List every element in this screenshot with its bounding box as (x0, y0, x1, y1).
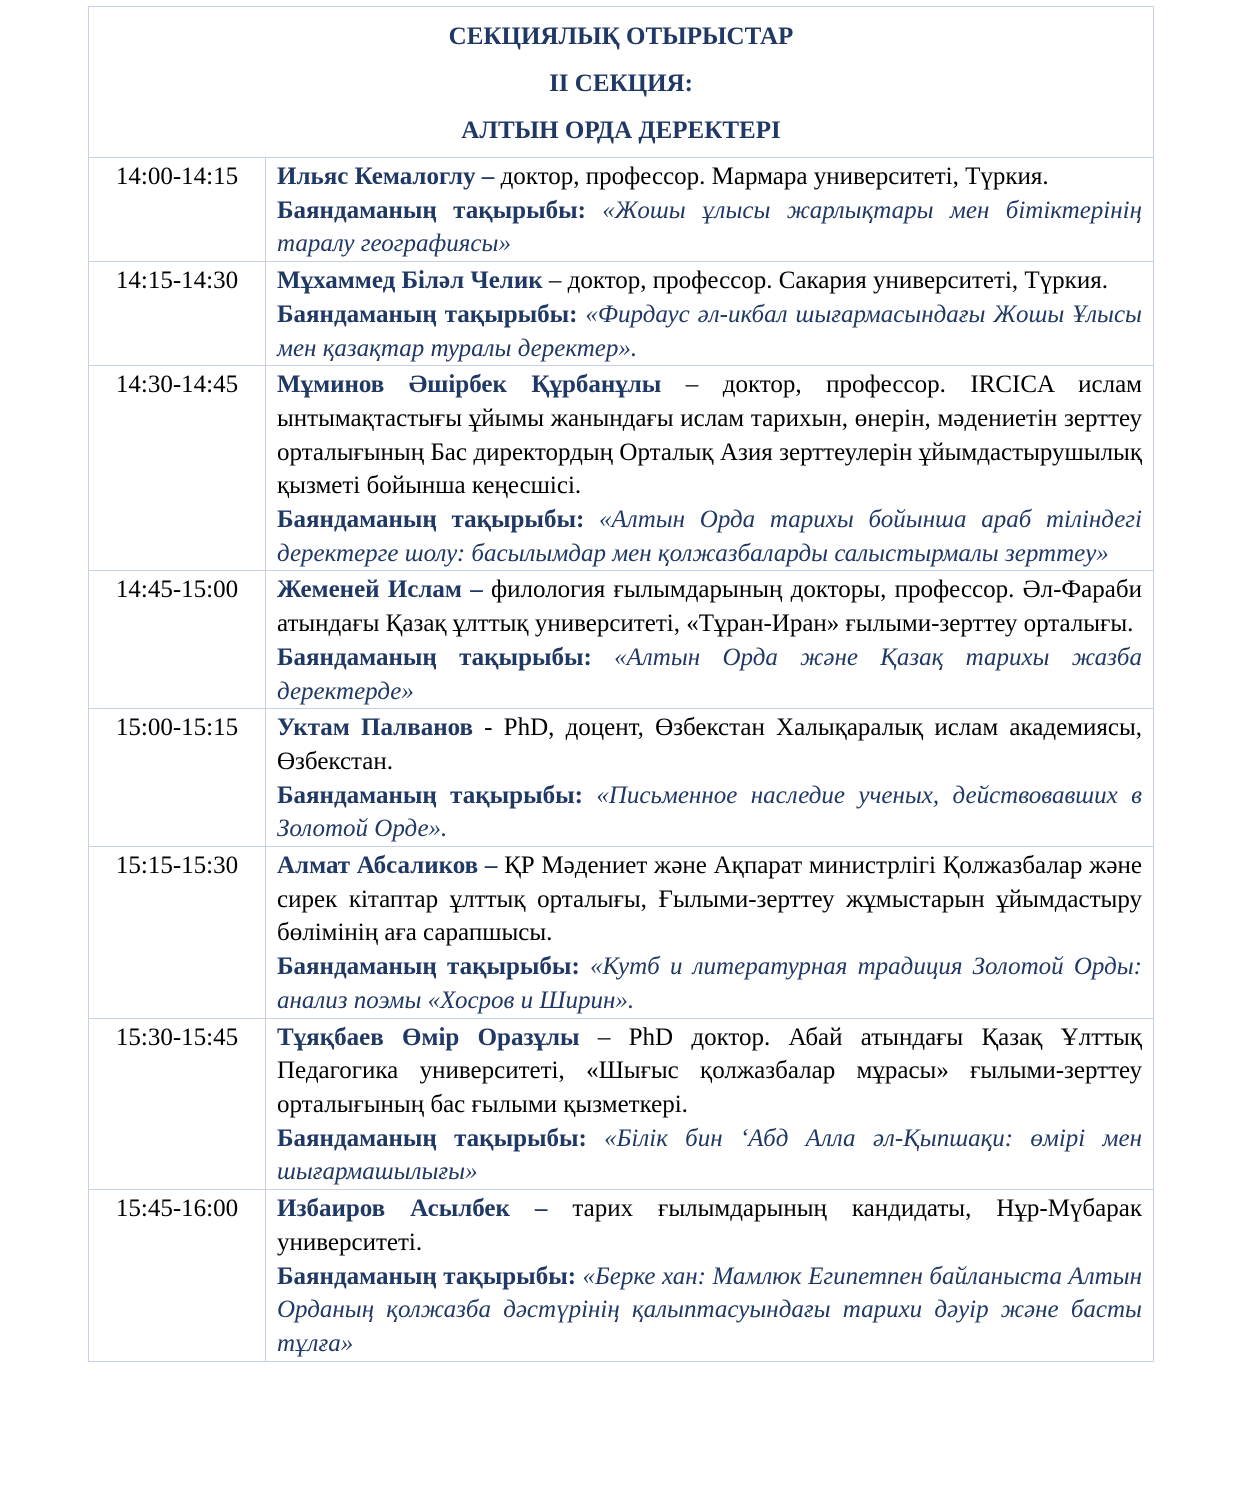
session-time: 14:00-14:15 (89, 158, 266, 262)
session-details-cell (266, 709, 1154, 847)
session-details-cell (266, 847, 1154, 1019)
topic-label: Баяндаманың тақырыбы: (277, 781, 583, 809)
session-row (89, 847, 1154, 1019)
session-details-cell (266, 1018, 1154, 1190)
speaker-line (277, 711, 1142, 778)
speaker-affiliation: тарих ғылымдарының кандидаты, Нұр-Мүбарак университеті. (277, 1195, 1142, 1256)
topic-title: «Берке хан: Мамлюк Египетпен байланыста Алтын Орданың қолжазба дәстүрінің қалыптасуындағы тарихи дәуір және басты тұлға» (277, 1262, 1142, 1357)
topic-label: Баяндаманың тақырыбы: (277, 506, 585, 534)
speaker-name: Жеменей Ислам – (277, 576, 483, 604)
topic-line (277, 1260, 1142, 1361)
session-row (89, 158, 1154, 262)
topic-title: «Білік бин ‘Абд Алла әл-Қыпшақи: өмірі мен шығармашылығы» (277, 1124, 1142, 1186)
topic-line (277, 194, 1142, 261)
topic-label: Баяндаманың тақырыбы: (277, 300, 578, 328)
session-details-cell (266, 1190, 1154, 1362)
speaker-affiliation: – доктор, профессор. Сакария университеті, Түркия. (542, 267, 1108, 295)
session-time: 15:00-15:15 (89, 709, 266, 847)
schedule-body (89, 7, 1154, 1362)
header-section-name: АЛТЫН ОРДА ДЕРЕКТЕРІ (461, 117, 781, 144)
session-time: 14:15-14:30 (89, 262, 266, 366)
session-details-cell (266, 366, 1154, 571)
session-row (89, 571, 1154, 709)
topic-line (277, 1122, 1142, 1189)
session-row (89, 262, 1154, 366)
topic-label: Баяндаманың тақырыбы: (277, 196, 586, 224)
topic-line (277, 641, 1142, 708)
session-details-cell (266, 571, 1154, 709)
session-time: 15:45-16:00 (89, 1190, 266, 1362)
session-time: 15:15-15:30 (89, 847, 266, 1019)
session-time: 15:30-15:45 (89, 1018, 266, 1190)
speaker-affiliation: – доктор, профессор. IRCICA ислам ынтымақтастығы ұйымы жанындағы ислам тарихын, өнерін, мәдениетін зерттеу орталығының Бас директордың Орталық Азия зерттеулерін ұйымдастырушылық қызметі бойынша кеңесшісі. (277, 371, 1142, 500)
topic-line (277, 298, 1142, 365)
topic-title: «Алтын Орда тарихы бойынша араб тіліндегі деректерге шолу: басылымдар мен қолжазбаларды салыстырмалы зерттеу» (277, 506, 1142, 567)
speaker-name: Мұхаммед Біләл Челик (277, 267, 543, 295)
session-row (89, 1190, 1154, 1362)
speaker-line (277, 849, 1142, 950)
speaker-affiliation: - PhD, доцент, Өзбекстан Халықаралық ислам академиясы, Өзбекстан. (277, 714, 1143, 775)
speaker-name: Алмат Абсаликов – (277, 852, 498, 880)
speaker-line (277, 1021, 1142, 1122)
speaker-line (277, 368, 1142, 503)
topic-title: «Письменное наследие ученых, действовавших в Золотой Орде». (277, 781, 1142, 843)
speaker-name: Тұяқбаев Өмір Оразұлы (277, 1023, 580, 1051)
session-row (89, 366, 1154, 571)
speaker-line (277, 264, 1142, 298)
session-time: 14:45-15:00 (89, 571, 266, 709)
speaker-line (277, 1192, 1142, 1259)
topic-line (277, 950, 1142, 1017)
topic-label: Баяндаманың тақырыбы: (277, 1124, 587, 1152)
speaker-line (277, 160, 1142, 194)
speaker-affiliation: филология ғылымдарының докторы, профессор. Әл-Фараби атындағы Қазақ ұлттық университеті, «Тұран-Иран» ғылыми-зерттеу орталығы. (277, 576, 1142, 638)
session-details-cell (266, 262, 1154, 366)
session-details-cell (266, 158, 1154, 262)
session-row (89, 709, 1154, 847)
section-header-row (89, 7, 1154, 158)
topic-line (277, 503, 1142, 570)
speaker-affiliation: – PhD доктор. Абай атындағы Қазақ Ұлттық Педагогика университеті, «Шығыс қолжазбалар мұрасы» ғылыми-зерттеу орталығының бас ғылыми қызметкері. (277, 1023, 1143, 1118)
topic-line (277, 779, 1142, 846)
topic-label: Баяндаманың тақырыбы: (277, 1262, 577, 1290)
header-section-number: II СЕКЦИЯ: (549, 70, 693, 97)
topic-title: «Фирдаус әл-икбал шығармасындағы Жошы Ұлысы мен қазақтар туралы деректер». (277, 300, 1142, 362)
topic-label: Баяндаманың тақырыбы: (277, 643, 592, 671)
schedule-table (88, 6, 1154, 1362)
speaker-name: Ильяс Кемалоглу – (277, 163, 495, 190)
speaker-name: Избаиров Асылбек – (277, 1195, 548, 1223)
topic-title: «Жошы ұлысы жарлықтары мен бітіктерінің таралу географиясы» (277, 196, 1142, 258)
topic-title: «Кутб и литературная традиция Золотой Орды: анализ поэмы «Хосров и Ширин». (277, 953, 1142, 1014)
session-time: 14:30-14:45 (89, 366, 266, 571)
speaker-name: Мұминов Әшірбек Құрбанұлы (277, 371, 662, 399)
header-title: СЕКЦИЯЛЫҚ ОТЫРЫСТАР (448, 23, 794, 50)
section-header (89, 7, 1154, 158)
speaker-affiliation: доктор, профессор. Мармара университеті, Түркия. (494, 163, 1049, 190)
session-row (89, 1018, 1154, 1190)
topic-title: «Алтын Орда және Қазақ тарихы жазба деректерде» (277, 643, 1143, 705)
speaker-line (277, 573, 1142, 640)
topic-label: Баяндаманың тақырыбы: (277, 953, 580, 981)
speaker-name: Уктам Палванов (277, 714, 473, 742)
speaker-affiliation: ҚР Мәдениет және Ақпарат министрлігі Қолжазбалар және сирек кітаптар ұлттық орталығы, Ғылыми-зерттеу жұмыстарын ұйымдастыру бөлімінің аға сарапшысы. (277, 852, 1142, 947)
